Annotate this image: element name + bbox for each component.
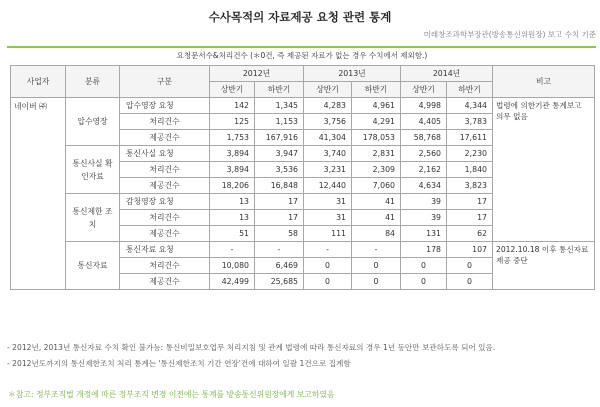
row-type: 압수영장 요청: [120, 98, 210, 114]
header-type: 구분: [120, 66, 210, 98]
value-cell: 18,206: [210, 178, 255, 194]
section-communication-restriction: 통신제한 조치: [66, 194, 120, 242]
title-divider: [7, 46, 596, 48]
table-note: 요청문서수&처리건수 (＊0건, 즉 제공된 자료가 없는 경우 수치에서 제외함.): [176, 51, 428, 60]
value-cell: 31: [304, 194, 352, 210]
row-type: 처리건수: [120, 210, 210, 226]
value-cell: 107: [447, 242, 493, 258]
value-cell: 2,831: [352, 146, 401, 162]
value-cell: 0: [401, 274, 447, 290]
section-communication-data: 통신자료: [66, 242, 120, 290]
header-2012-first-half: 상반기: [210, 82, 255, 98]
header-2014-first-half: 상반기: [401, 82, 447, 98]
value-cell: 17: [447, 210, 493, 226]
header-2012-second-half: 하반기: [255, 82, 304, 98]
statistics-table: [10, 65, 595, 290]
row-type: 처리건수: [120, 258, 210, 274]
value-cell: -: [255, 242, 304, 258]
value-cell: 4,634: [401, 178, 447, 194]
value-cell: 39: [401, 194, 447, 210]
value-cell: 51: [210, 226, 255, 242]
value-cell: 167,916: [255, 130, 304, 146]
value-cell: 1,840: [447, 162, 493, 178]
company-cell: 네이버 ㈜: [11, 98, 66, 290]
value-cell: 142: [210, 98, 255, 114]
section-communication-facts: 통신사실 확인자료: [66, 146, 120, 194]
value-cell: 125: [210, 114, 255, 130]
value-cell: 0: [304, 274, 352, 290]
value-cell: 58: [255, 226, 304, 242]
value-cell: 0: [447, 274, 493, 290]
footnote-2: - 2012년도까지의 통신제한조치 처리 통계는 '통신제한조치 기간 연장'건에 대하여 일괄 1건으로 집계함: [7, 359, 351, 368]
header-year-2014: 2014년: [401, 66, 493, 82]
header-category: 분류: [66, 66, 120, 98]
value-cell: 0: [304, 258, 352, 274]
value-cell: -: [210, 242, 255, 258]
remark-seizure: 법령에 의한기관 통계보고 의무 없음: [493, 98, 595, 242]
row-type: 감청영장 요청: [120, 194, 210, 210]
value-cell: 4,961: [352, 98, 401, 114]
header-2013-second-half: 하반기: [352, 82, 401, 98]
value-cell: 12,440: [304, 178, 352, 194]
value-cell: 41: [352, 210, 401, 226]
footnote-1: - 2012년, 2013년 통신자료 수치 확인 불가능: 통신비밀보호업무 처리지침 및 관계 법령에 따라 통신자료의 경우 1년 동안만 보관하도록 되어 있음.: [7, 343, 496, 352]
page-title: 수사목적의 자료제공 요청 관련 통계: [208, 10, 392, 24]
value-cell: 3,894: [210, 162, 255, 178]
row-type: 통신자료 요청: [120, 242, 210, 258]
value-cell: 3,947: [255, 146, 304, 162]
value-cell: 4,291: [352, 114, 401, 130]
value-cell: 62: [447, 226, 493, 242]
value-cell: 3,756: [304, 114, 352, 130]
table-row: [11, 98, 595, 114]
value-cell: 178: [401, 242, 447, 258]
value-cell: 25,685: [255, 274, 304, 290]
value-cell: 17,611: [447, 130, 493, 146]
row-type: 제공건수: [120, 274, 210, 290]
header-2013-first-half: 상반기: [304, 82, 352, 98]
row-type: 제공건수: [120, 226, 210, 242]
value-cell: 3,536: [255, 162, 304, 178]
header-year-2013: 2013년: [304, 66, 401, 82]
value-cell: 1,753: [210, 130, 255, 146]
value-cell: 4,344: [447, 98, 493, 114]
value-cell: 6,469: [255, 258, 304, 274]
header-2014-second-half: 하반기: [447, 82, 493, 98]
value-cell: 10,080: [210, 258, 255, 274]
value-cell: 111: [304, 226, 352, 242]
reference-note: ＊참고: 정부조직법 개정에 따른 정부조직 변경 이전에는 통계를 방송통신위원장에게 보고하였음: [8, 390, 335, 399]
value-cell: 84: [352, 226, 401, 242]
value-cell: 131: [401, 226, 447, 242]
row-type: 처리건수: [120, 114, 210, 130]
value-cell: 0: [352, 258, 401, 274]
value-cell: 2,162: [401, 162, 447, 178]
value-cell: 0: [447, 258, 493, 274]
value-cell: 0: [401, 258, 447, 274]
value-cell: 3,823: [447, 178, 493, 194]
header-remark: 비고: [493, 66, 595, 98]
value-cell: 0: [352, 274, 401, 290]
value-cell: 7,060: [352, 178, 401, 194]
value-cell: 42,499: [210, 274, 255, 290]
value-cell: 39: [401, 210, 447, 226]
header-company: 사업자: [11, 66, 66, 98]
value-cell: 4,283: [304, 98, 352, 114]
value-cell: 41,304: [304, 130, 352, 146]
source-note: 미래창조과학부장관(방송통신위원장) 보고 수치 기준: [423, 30, 596, 39]
value-cell: 31: [304, 210, 352, 226]
value-cell: -: [352, 242, 401, 258]
value-cell: 2,230: [447, 146, 493, 162]
value-cell: 2,309: [352, 162, 401, 178]
value-cell: 1,345: [255, 98, 304, 114]
value-cell: 16,848: [255, 178, 304, 194]
header-year-2012: 2012년: [210, 66, 304, 82]
value-cell: 3,231: [304, 162, 352, 178]
value-cell: 17: [447, 194, 493, 210]
value-cell: 1,153: [255, 114, 304, 130]
row-type: 처리건수: [120, 162, 210, 178]
value-cell: 3,740: [304, 146, 352, 162]
value-cell: 4,998: [401, 98, 447, 114]
row-type: 제공건수: [120, 178, 210, 194]
value-cell: 41: [352, 194, 401, 210]
value-cell: 4,405: [401, 114, 447, 130]
row-type: 통신사실 요청: [120, 146, 210, 162]
value-cell: 17: [255, 210, 304, 226]
section-seizure-warrant: 압수영장: [66, 98, 120, 146]
value-cell: -: [304, 242, 352, 258]
value-cell: 58,768: [401, 130, 447, 146]
remark-communication-data: 2012.10.18 이후 통신자료 제공 중단: [493, 242, 595, 290]
value-cell: 13: [210, 210, 255, 226]
value-cell: 2,560: [401, 146, 447, 162]
value-cell: 178,053: [352, 130, 401, 146]
value-cell: 3,894: [210, 146, 255, 162]
value-cell: 13: [210, 194, 255, 210]
table-row: [11, 242, 595, 258]
value-cell: 3,783: [447, 114, 493, 130]
value-cell: 17: [255, 194, 304, 210]
row-type: 제공건수: [120, 130, 210, 146]
